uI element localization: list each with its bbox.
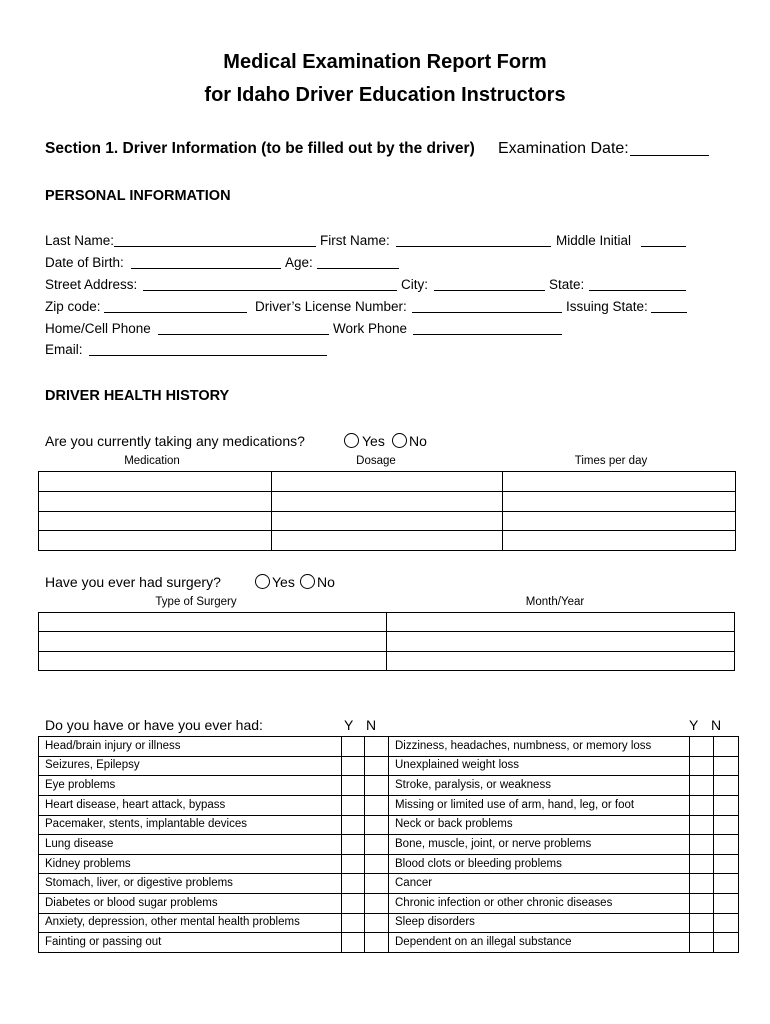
conditions-yes-header-right: Y xyxy=(689,717,699,733)
surgery-row xyxy=(39,651,735,670)
surgery-row xyxy=(39,613,735,632)
condition-label-left: Fainting or passing out xyxy=(39,933,342,953)
surgery-yes-label: Yes xyxy=(272,574,295,590)
medication-row xyxy=(39,511,736,531)
condition-label-right: Blood clots or bleeding problems xyxy=(389,854,690,874)
dosage-column-header: Dosage xyxy=(356,455,396,467)
medication-name-cell[interactable] xyxy=(39,531,272,551)
condition-yes-checkbox[interactable] xyxy=(342,913,365,933)
street-address-field[interactable] xyxy=(143,290,397,291)
surgery-type-cell[interactable] xyxy=(39,613,387,632)
driver-health-history-heading: DRIVER HEALTH HISTORY xyxy=(45,388,230,404)
condition-yes-checkbox[interactable] xyxy=(690,795,714,815)
condition-row xyxy=(39,815,739,835)
middle-initial-field[interactable] xyxy=(641,246,686,247)
medications-no-radio[interactable] xyxy=(392,433,407,448)
condition-row xyxy=(39,737,739,757)
medication-name-cell[interactable] xyxy=(39,491,272,511)
condition-label-left: Anxiety, depression, other mental health problems xyxy=(39,913,342,933)
surgery-question-row xyxy=(0,573,770,591)
medication-column-header: Medication xyxy=(124,455,180,467)
medication-row xyxy=(39,491,736,511)
condition-yes-checkbox[interactable] xyxy=(342,737,365,757)
condition-row xyxy=(39,874,739,894)
condition-label-right: Cancer xyxy=(389,874,690,894)
condition-label-right: Chronic infection or other chronic diseases xyxy=(389,894,690,914)
examination-date-label: Examination Date: xyxy=(498,140,629,157)
condition-no-checkbox[interactable] xyxy=(714,874,739,894)
condition-no-checkbox[interactable] xyxy=(714,894,739,914)
conditions-yes-header-left: Y xyxy=(344,717,354,733)
condition-no-checkbox[interactable] xyxy=(714,913,739,933)
conditions-question: Do you have or have you ever had: xyxy=(45,717,263,733)
condition-row xyxy=(39,776,739,796)
medications-table-body xyxy=(39,472,736,551)
condition-yes-checkbox[interactable] xyxy=(690,737,714,757)
medications-no-label: No xyxy=(409,433,427,449)
surgery-question: Have you ever had surgery? xyxy=(45,574,221,590)
surgery-month-year-cell[interactable] xyxy=(387,632,735,651)
city-label: City: xyxy=(401,277,428,292)
condition-yes-checkbox[interactable] xyxy=(342,756,365,776)
home-cell-phone-field[interactable] xyxy=(158,334,329,335)
condition-no-checkbox[interactable] xyxy=(365,835,389,855)
condition-no-checkbox[interactable] xyxy=(714,776,739,796)
date-of-birth-field[interactable] xyxy=(131,268,281,269)
surgery-month-year-cell[interactable] xyxy=(387,651,735,670)
condition-label-right: Dependent on an illegal substance xyxy=(389,933,690,953)
middle-initial-label: Middle Initial xyxy=(556,233,632,248)
surgery-no-radio[interactable] xyxy=(300,574,315,589)
month-year-column-header: Month/Year xyxy=(525,596,585,608)
condition-no-checkbox[interactable] xyxy=(365,795,389,815)
condition-no-checkbox[interactable] xyxy=(714,756,739,776)
condition-yes-checkbox[interactable] xyxy=(342,854,365,874)
form-title: Medical Examination Report Form xyxy=(223,51,547,73)
condition-yes-checkbox[interactable] xyxy=(690,815,714,835)
medication-times-per-day-cell[interactable] xyxy=(503,531,736,551)
condition-yes-checkbox[interactable] xyxy=(342,933,365,953)
condition-no-checkbox[interactable] xyxy=(365,933,389,953)
street-address-label: Street Address: xyxy=(45,277,138,292)
condition-label-left: Heart disease, heart attack, bypass xyxy=(39,795,342,815)
drivers-license-number-label: Driver’s License Number: xyxy=(255,299,407,314)
conditions-table-body xyxy=(39,737,739,953)
email-label: Email: xyxy=(45,342,83,357)
address-row xyxy=(0,276,770,294)
condition-no-checkbox[interactable] xyxy=(714,933,739,953)
condition-row xyxy=(39,894,739,914)
surgery-type-cell[interactable] xyxy=(39,651,387,670)
condition-no-checkbox[interactable] xyxy=(365,815,389,835)
section-1-heading: Section 1. Driver Information (to be filled out by the driver) xyxy=(45,140,475,157)
last-name-label: Last Name: xyxy=(45,233,115,248)
first-name-field[interactable] xyxy=(396,246,551,247)
surgery-month-year-cell[interactable] xyxy=(387,613,735,632)
medication-row xyxy=(39,472,736,492)
condition-label-left: Pacemaker, stents, implantable devices xyxy=(39,815,342,835)
medication-times-per-day-cell[interactable] xyxy=(503,472,736,492)
license-row xyxy=(0,298,770,316)
condition-label-left: Lung disease xyxy=(39,835,342,855)
medication-times-per-day-cell[interactable] xyxy=(503,511,736,531)
condition-no-checkbox[interactable] xyxy=(365,854,389,874)
surgery-row xyxy=(39,632,735,651)
times-per-day-column-header: Times per day xyxy=(574,455,648,467)
conditions-table xyxy=(38,736,739,953)
phone-row xyxy=(0,320,770,338)
condition-yes-checkbox[interactable] xyxy=(342,894,365,914)
personal-information-heading: PERSONAL INFORMATION xyxy=(45,188,231,204)
drivers-license-number-field[interactable] xyxy=(412,312,562,313)
medication-dosage-cell[interactable] xyxy=(272,511,503,531)
condition-yes-checkbox[interactable] xyxy=(690,835,714,855)
medication-dosage-cell[interactable] xyxy=(272,491,503,511)
condition-no-checkbox[interactable] xyxy=(714,795,739,815)
condition-label-left: Kidney problems xyxy=(39,854,342,874)
medications-yes-label: Yes xyxy=(362,433,385,449)
medications-table xyxy=(38,471,736,551)
condition-no-checkbox[interactable] xyxy=(714,737,739,757)
surgery-yes-radio[interactable] xyxy=(255,574,270,589)
medications-question: Are you currently taking any medications? xyxy=(45,433,305,449)
condition-row xyxy=(39,913,739,933)
condition-yes-checkbox[interactable] xyxy=(690,854,714,874)
medication-dosage-cell[interactable] xyxy=(272,531,503,551)
condition-label-left: Seizures, Epilepsy xyxy=(39,756,342,776)
condition-label-left: Eye problems xyxy=(39,776,342,796)
surgery-table-body xyxy=(39,613,735,671)
work-phone-label: Work Phone xyxy=(333,321,408,336)
zip-code-field[interactable] xyxy=(104,312,247,313)
condition-label-right: Stroke, paralysis, or weakness xyxy=(389,776,690,796)
conditions-no-header-right: N xyxy=(711,717,722,733)
condition-yes-checkbox[interactable] xyxy=(690,913,714,933)
condition-row xyxy=(39,854,739,874)
age-label: Age: xyxy=(285,255,313,270)
medication-times-per-day-cell[interactable] xyxy=(503,491,736,511)
condition-no-checkbox[interactable] xyxy=(714,815,739,835)
condition-no-checkbox[interactable] xyxy=(365,894,389,914)
condition-yes-checkbox[interactable] xyxy=(342,776,365,796)
condition-yes-checkbox[interactable] xyxy=(690,874,714,894)
condition-label-left: Diabetes or blood sugar problems xyxy=(39,894,342,914)
condition-yes-checkbox[interactable] xyxy=(690,776,714,796)
condition-no-checkbox[interactable] xyxy=(365,913,389,933)
state-field[interactable] xyxy=(589,290,686,291)
city-field[interactable] xyxy=(434,290,545,291)
medication-dosage-cell[interactable] xyxy=(272,472,503,492)
examination-date-field[interactable] xyxy=(630,155,709,156)
condition-label-right: Bone, muscle, joint, or nerve problems xyxy=(389,835,690,855)
condition-yes-checkbox[interactable] xyxy=(690,933,714,953)
section-1-header-row xyxy=(0,139,770,159)
age-field[interactable] xyxy=(317,268,399,269)
issuing-state-label: Issuing State: xyxy=(566,299,648,314)
condition-row xyxy=(39,756,739,776)
condition-label-right: Dizziness, headaches, numbness, or memory loss xyxy=(389,737,690,757)
condition-label-left: Stomach, liver, or digestive problems xyxy=(39,874,342,894)
condition-label-left: Head/brain injury or illness xyxy=(39,737,342,757)
conditions-no-header-left: N xyxy=(366,717,377,733)
medication-row xyxy=(39,531,736,551)
condition-yes-checkbox[interactable] xyxy=(690,894,714,914)
condition-row xyxy=(39,933,739,953)
condition-yes-checkbox[interactable] xyxy=(342,815,365,835)
surgery-no-label: No xyxy=(317,574,335,590)
email-row xyxy=(0,341,770,359)
condition-label-right: Missing or limited use of arm, hand, leg, or foot xyxy=(389,795,690,815)
medications-question-row xyxy=(0,432,770,450)
surgery-type-cell[interactable] xyxy=(39,632,387,651)
last-name-field[interactable] xyxy=(114,246,316,247)
condition-row xyxy=(39,835,739,855)
state-label: State: xyxy=(549,277,585,292)
medication-name-cell[interactable] xyxy=(39,472,272,492)
conditions-question-row xyxy=(0,716,770,734)
condition-no-checkbox[interactable] xyxy=(365,874,389,894)
condition-yes-checkbox[interactable] xyxy=(342,835,365,855)
type-of-surgery-column-header: Type of Surgery xyxy=(155,596,237,608)
condition-label-right: Sleep disorders xyxy=(389,913,690,933)
condition-no-checkbox[interactable] xyxy=(714,835,739,855)
condition-yes-checkbox[interactable] xyxy=(690,756,714,776)
medication-name-cell[interactable] xyxy=(39,511,272,531)
condition-row xyxy=(39,795,739,815)
condition-no-checkbox[interactable] xyxy=(365,756,389,776)
condition-yes-checkbox[interactable] xyxy=(342,795,365,815)
condition-no-checkbox[interactable] xyxy=(365,776,389,796)
medications-yes-radio[interactable] xyxy=(344,433,359,448)
name-row xyxy=(0,232,770,250)
first-name-label: First Name: xyxy=(320,233,390,248)
condition-yes-checkbox[interactable] xyxy=(342,874,365,894)
email-field[interactable] xyxy=(89,355,327,356)
birth-row xyxy=(0,254,770,272)
condition-no-checkbox[interactable] xyxy=(714,854,739,874)
date-of-birth-label: Date of Birth: xyxy=(45,255,124,270)
surgery-table xyxy=(38,612,735,671)
condition-label-right: Neck or back problems xyxy=(389,815,690,835)
condition-label-right: Unexplained weight loss xyxy=(389,756,690,776)
form-subtitle: for Idaho Driver Education Instructors xyxy=(204,84,566,106)
home-cell-phone-label: Home/Cell Phone xyxy=(45,321,151,336)
issuing-state-field[interactable] xyxy=(651,312,687,313)
zip-code-label: Zip code: xyxy=(45,299,101,314)
work-phone-field[interactable] xyxy=(413,334,562,335)
condition-no-checkbox[interactable] xyxy=(365,737,389,757)
